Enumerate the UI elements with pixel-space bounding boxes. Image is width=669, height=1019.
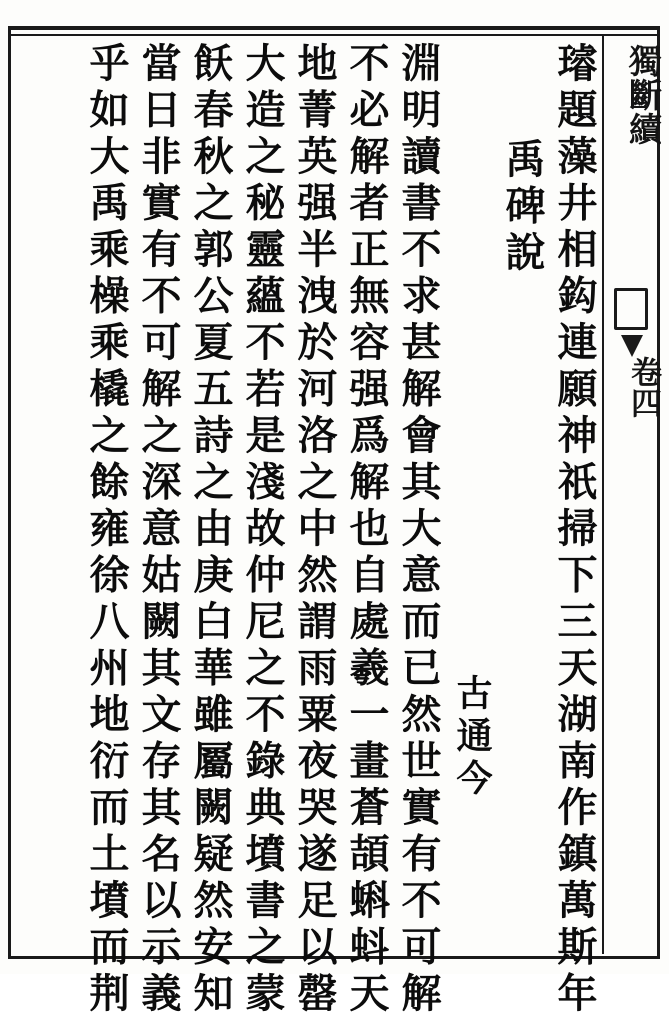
author-note: 古通今 xyxy=(451,674,493,802)
banxin-upper-title: 獨斷續 xyxy=(624,44,663,146)
fishtail-mark-icon xyxy=(614,288,648,330)
page-border-top xyxy=(8,26,660,30)
page-border-top-inner xyxy=(8,34,660,36)
text-column-1: 璿題藻井相鈎連願神祇掃下三天湖南作鎮萬斯年 xyxy=(551,42,598,1019)
text-column-8: 飫春秋之郭公夏五詩之由庚白華雖屬闕疑然安知 xyxy=(187,42,234,1019)
text-column-7: 大造之秘靈蘊不若是淺故仲尼之不錄典墳書之蒙 xyxy=(239,42,286,1019)
text-column-4: 淵明讀書不求甚解會其大意而已然世實有不可解 xyxy=(395,42,442,1019)
banxin-centerfold xyxy=(602,36,663,954)
text-column-9: 當日非實有不可解之深意姑闕其文存其名以示義 xyxy=(135,42,182,1019)
text-column-10: 乎如大禹乘橾乘橇之餘雍徐八州地衍而土墳而荆 xyxy=(83,42,130,1019)
banxin-volume-number: 卷四 xyxy=(625,356,661,418)
text-column-6: 地菁英强半洩於河洛之中然謂雨粟夜哭遂足以罄 xyxy=(291,42,338,1019)
text-body xyxy=(16,42,598,1019)
page-border-left xyxy=(8,26,11,959)
text-column-5: 不必解者正無容强爲解也自處羲一畫蒼頡蝌蚪天 xyxy=(343,42,390,1019)
section-heading: 禹碑說 xyxy=(499,138,546,278)
